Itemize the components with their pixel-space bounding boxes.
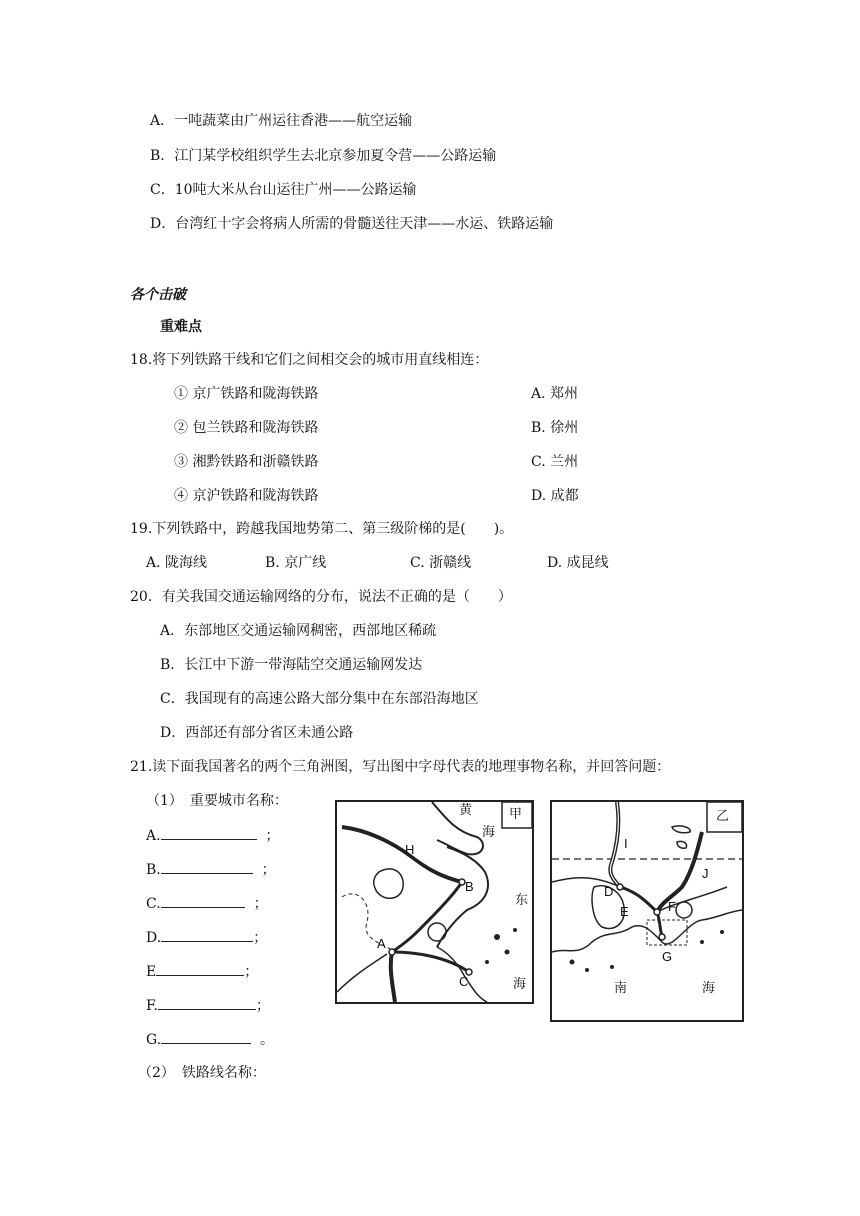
answer-line[interactable] [161,825,257,840]
q18-left-3: ③ 湘黔铁路和浙赣铁路 [174,454,319,470]
map-yi-tag: 乙 [716,808,730,823]
blank-end: ； [265,828,280,844]
map-jia [335,800,534,1004]
q21-blank-d[interactable] [146,927,267,948]
subsection-title: 重难点 [160,319,202,335]
map-yi-letter-f: F [668,899,676,914]
q18-right-b: B. 徐州 [531,420,579,436]
map-yi [550,800,744,1022]
answer-line[interactable] [161,893,245,908]
q18-right-c: C. 兰州 [531,454,579,470]
q21-blank-c[interactable] [146,893,268,914]
answer-line[interactable] [156,961,244,976]
map-yi-letter-j: J [702,866,709,881]
q19-option-a: A. 陇海线 [146,555,208,571]
map-yi-sea-1: 南 [614,980,628,995]
map-jia-letter-h: H [405,842,415,857]
answer-line[interactable] [161,1029,251,1044]
blank-end: ； [244,964,259,980]
map-yi-letter-d: D [604,884,614,899]
q21-blank-a[interactable] [146,825,279,846]
map-yi-letter-g: G [662,949,673,964]
map-jia-sea-top-2: 海 [482,824,496,839]
map-jia-sea-right: 东 [515,892,529,907]
q17-option-c: C．10吨大米从台山运往广州——公路运输 [150,182,417,198]
q21-blank-b[interactable] [146,859,276,880]
q19-option-c: C. 浙赣线 [410,555,472,571]
blank-letter: G. [146,1032,162,1048]
q20-stem: 20．有关我国交通运输网络的分布，说法不正确的是（ ） [130,589,512,605]
q19-option-d: D. 成昆线 [547,555,609,571]
q20-option-b: B．长江中下游一带海陆空交通运输网发达 [160,657,423,673]
map-jia-drawing [337,802,532,1002]
blank-letter: B. [146,862,161,878]
answer-line[interactable] [158,995,256,1010]
q17-option-a: A．一吨蔬菜由广州运往香港——航空运输 [150,113,413,129]
q21-part1-label: （1） 重要城市名称： [146,793,288,809]
section-title: 各个击破 [130,287,186,303]
q21-blank-g[interactable] [146,1029,274,1050]
q18-left-1: ① 京广铁路和陇海铁路 [174,386,319,402]
blank-end: 。 [260,1032,275,1048]
blank-letter: E [146,964,157,980]
q21-stem: 21.读下面我国著名的两个三角洲图，写出图中字母代表的地理事物名称，并回答问题： [130,759,671,775]
q18-left-2: ② 包兰铁路和陇海铁路 [174,420,319,436]
map-jia-sea-top-1: 黄 [459,802,473,817]
blank-letter: C. [146,896,161,912]
map-yi-letter-e: E [620,904,629,919]
blank-end: ； [253,896,268,912]
q20-option-c: C．我国现有的高速公路大部分集中在东部沿海地区 [160,691,479,707]
q18-left-4: ④ 京沪铁路和陇海铁路 [174,488,319,504]
map-yi-letter-i: I [624,836,628,851]
map-yi-sea-2: 海 [702,980,716,995]
q20-option-d: D．西部还有部分省区未通公路 [160,725,354,741]
q18-right-a: A. 郑州 [531,386,579,402]
blank-letter: F. [146,998,158,1014]
blank-letter: A. [146,828,161,844]
blank-end: ； [253,930,268,946]
q17-option-d: D．台湾红十字会将病人所需的骨髓送往天津——水运、铁路运输 [150,216,554,232]
map-jia-letter-a: A [377,936,386,951]
q19-stem: 19.下列铁路中，跨越我国地势第二、第三级阶梯的是( )。 [130,521,514,537]
blank-end: ； [255,998,270,1014]
map-jia-letter-c: C [459,974,469,989]
q21-blank-e[interactable] [146,961,258,982]
map-jia-sea-bottom: 海 [513,976,527,991]
blank-letter: D. [146,930,162,946]
blank-end: ； [261,862,276,878]
map-jia-letter-b: B [465,879,474,894]
answer-line[interactable] [161,859,253,874]
q18-right-d: D. 成都 [531,488,579,504]
q19-option-b: B. 京广线 [265,555,327,571]
q18-stem: 18.将下列铁路干线和它们之间相交会的城市用直线相连： [130,352,489,368]
answer-line[interactable] [161,927,253,942]
q21-blank-f[interactable] [146,995,270,1016]
q20-option-a: A．东部地区交通运输网稠密，西部地区稀疏 [160,623,437,639]
q21-part2-label: （2） 铁路线名称： [138,1065,266,1081]
q17-option-b: B．江门某学校组织学生去北京参加夏令营——公路运输 [150,148,497,164]
map-jia-tag: 甲 [509,806,523,821]
